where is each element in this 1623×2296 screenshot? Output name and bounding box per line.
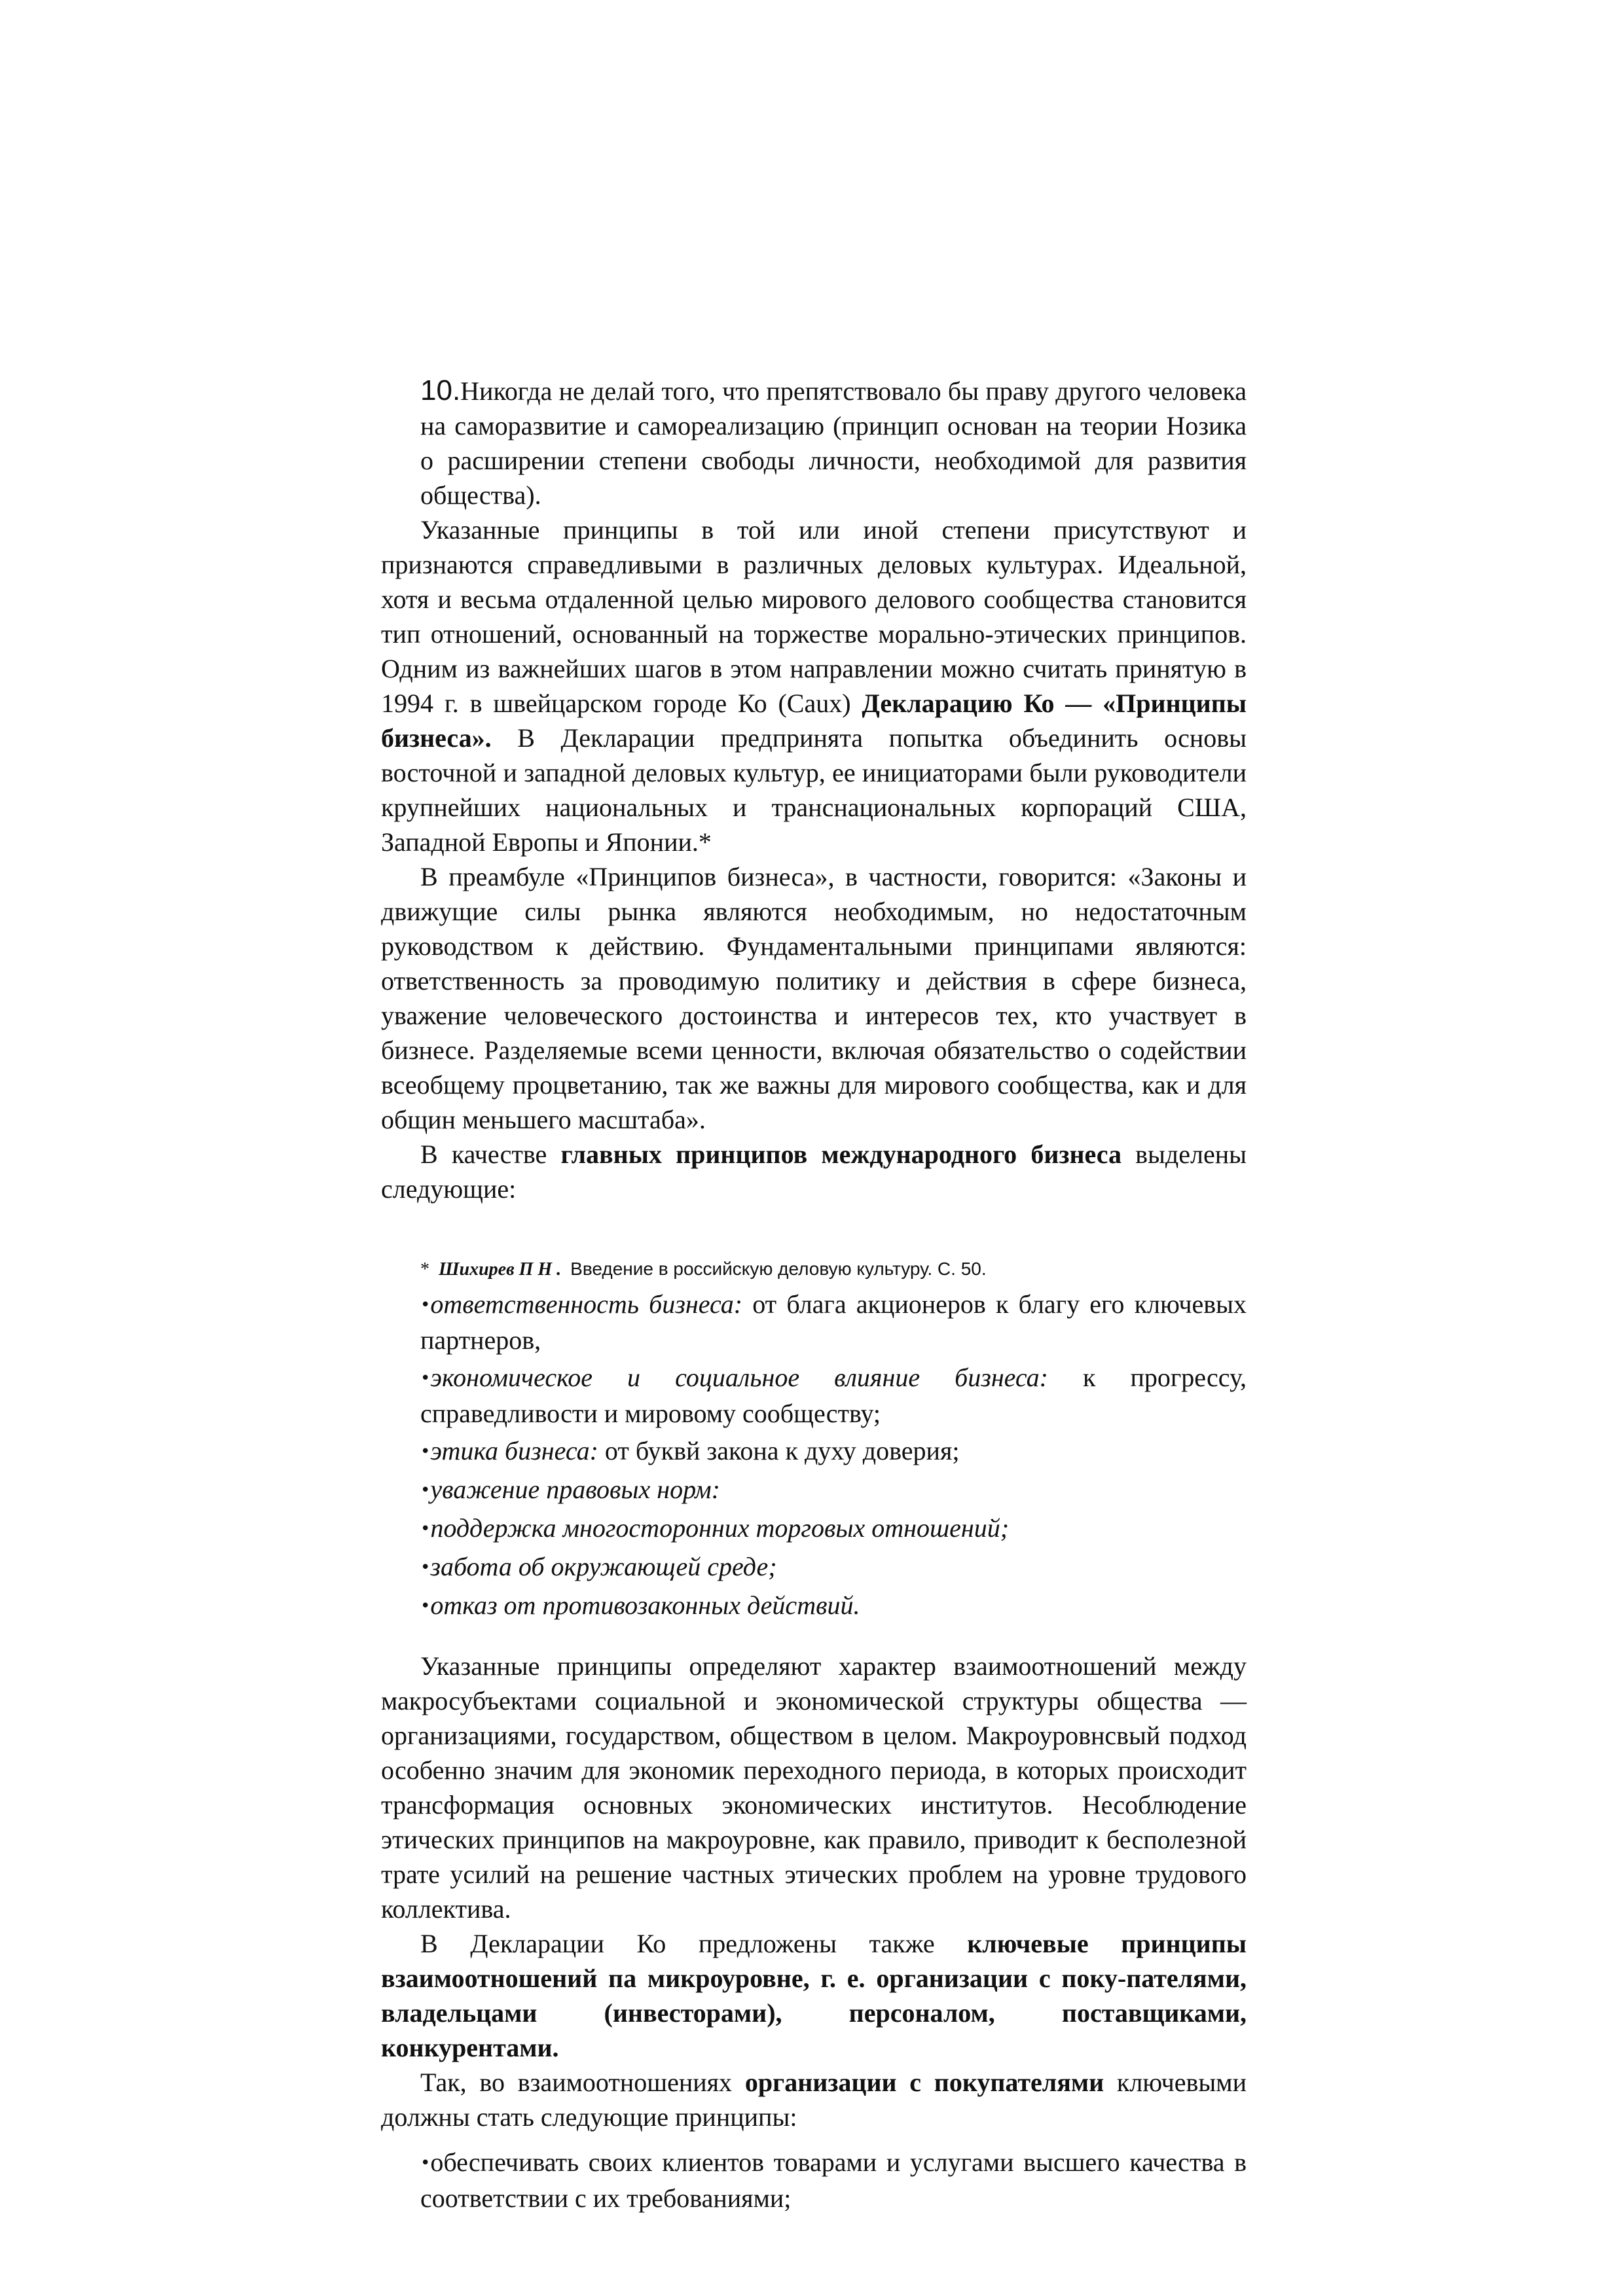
declaration-title: Декларацию Ко — «Принципы бизнеса».: [381, 689, 1247, 753]
customers-paragraph: [381, 2065, 1247, 2134]
list-item: [381, 1588, 1247, 1624]
footnote-marker: *: [420, 1259, 429, 1280]
bullet-icon: •: [420, 1558, 431, 1577]
paragraph-text: Указанные принципы в той или иной степени присутствуют и признаются справедливыми в различных деловых культурах. Идеальной, хотя и весьма отдаленной целью мирового делового сообщества становится тип отношений, основанный на торжестве морально-этических принципов. Одним из важнейших шагов в этом направлении можно считать принятую в 1994 г. в швейцарском городе Ко (Caux): [381, 515, 1247, 718]
document-page: [381, 373, 1247, 2215]
list-item: [381, 2145, 1247, 2215]
bullet-italic-text: уважение правовых норм:: [430, 1475, 720, 1504]
paragraph-text: В качестве: [420, 1139, 561, 1169]
footnote-author: Шихирев П Н .: [439, 1259, 562, 1280]
paragraph-text: В Декларации предпринята попытка объединить основы восточной и западной деловых культур, ее инициаторами были руководители крупнейших национальных и транснациональных корпораций США, Западной Европы и Японии.*: [381, 723, 1247, 857]
principles-bullet-list: [381, 1287, 1247, 1624]
paragraph-text: ключевыми должны стать следующие принципы:: [381, 2068, 1247, 2132]
bullet-text: обеспечивать своих клиентов товарами и услугами высшего качества в соответствии с их требованиями;: [420, 2147, 1247, 2213]
customer-principles-list: [381, 2145, 1247, 2215]
footnote: [381, 1256, 1247, 1283]
paragraph-text: Указанные принципы определяют характер взаимоотношений между макросубъектами социальной и экономической структуры общества — организациями, государством, обществом в целом. Макроуровнсвый подход особенно значим для экономик переходного периода, в которых происходит трансформация основных экономических институтов. Несоблюдение этических принципов на макроуровне, как правило, приводит к бесполезной трате усилий на решение частных этических проблем на уровне трудового коллектива.: [381, 1651, 1247, 1924]
bullet-italic-text: отказ от противозаконных действий.: [430, 1590, 860, 1620]
list-item: [381, 1360, 1247, 1431]
principle-number: 10.: [420, 374, 461, 406]
bullet-italic-text: поддержка многосторонних торговых отношений;: [430, 1513, 1010, 1543]
principle-10-paragraph: [381, 373, 1247, 512]
bold-phrase: организации с покупателями: [744, 2068, 1104, 2097]
bullet-icon: •: [420, 1480, 431, 1500]
principle-10-text: Никогда не делай того, что препятствовало бы праву другого человека на саморазвитие и самореализацию (принцип основан на теории Нозика о расширении степени свободы личности, необходимой для развития общества).: [420, 376, 1247, 510]
bullet-text: от буквй закона к духу доверия;: [598, 1436, 960, 1465]
bullet-italic-text: ответственность бизнеса:: [430, 1289, 743, 1319]
paragraph-text: выделены следующие:: [381, 1139, 1247, 1204]
list-item: [381, 1549, 1247, 1585]
bold-phrase: ключевые принципы взаимоотношений па микроуровне, г. е. организации с поку-пателями, владельцами (инвесторами), персоналом, поставщиками, конкурентами.: [381, 1929, 1247, 2062]
preamble-paragraph: [381, 859, 1247, 1137]
bullet-icon: •: [420, 1519, 431, 1539]
bullet-text: к прогрессу, справедливости и мировому сообществу;: [420, 1363, 1247, 1428]
bullet-icon: •: [420, 1442, 431, 1462]
bullet-text: от блага акционеров к благу его ключевых партнеров,: [420, 1289, 1247, 1355]
caux-declaration-paragraph: [381, 512, 1247, 859]
bullet-italic-text: этика бизнеса:: [430, 1436, 598, 1465]
list-item: [381, 1511, 1247, 1547]
list-item: [381, 1287, 1247, 1357]
paragraph-text: В преамбуле «Принципов бизнеса», в частности, говорится: «Законы и движущие силы рынка являются необходимым, но недостаточным руководством к действию. Фундаментальными принципами являются: ответственность за проводимую политику и действия в сфере бизнеса, уважение человеческого достоинства и интересов тех, кто участвует в бизнесе. Разделяемые всеми ценности, включая обязательство о содействии всеобщему процветанию, так же важны для мирового сообщества, как и для общин меньшего масштаба».: [381, 862, 1247, 1134]
bullet-icon: •: [420, 1369, 431, 1388]
bullet-icon: •: [420, 1295, 431, 1315]
bullet-italic-text: забота об окружающей среде;: [430, 1552, 777, 1581]
paragraph-text: В Декларации Ко предложены также: [420, 1929, 968, 1958]
bullet-icon: •: [420, 1596, 431, 1616]
main-principles-intro: [381, 1137, 1247, 1206]
bullet-italic-text: экономическое и социальное влияние бизнеса:: [430, 1363, 1048, 1392]
macro-level-paragraph: [381, 1649, 1247, 1926]
paragraph-text: Так, во взаимоотношениях: [420, 2068, 745, 2097]
bold-phrase: главных принципов международного бизнеса: [560, 1139, 1122, 1169]
list-item: [381, 1433, 1247, 1469]
footnote-text: Введение в российскую деловую культуру. С. 50.: [570, 1259, 987, 1279]
list-item: [381, 1472, 1247, 1508]
bullet-icon: •: [420, 2153, 431, 2173]
micro-level-paragraph: [381, 1926, 1247, 2065]
